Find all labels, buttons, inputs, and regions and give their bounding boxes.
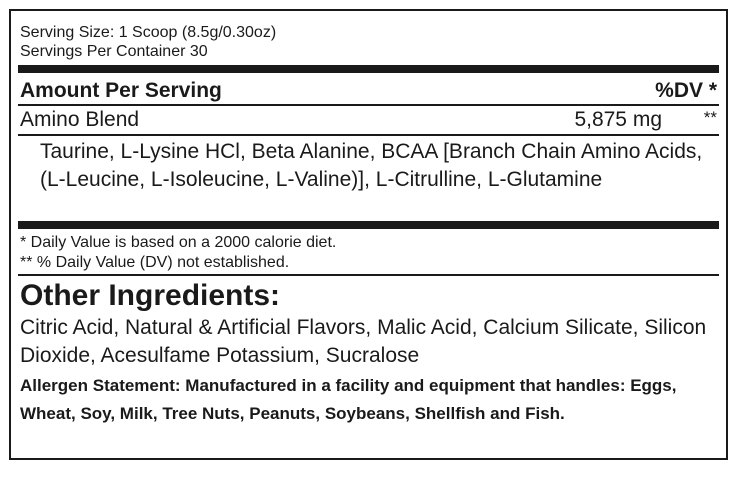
other-ingredients-text: Citric Acid, Natural & Artificial Flavors, Malic Acid, Calcium Silicate, Silicon Dioxide, Acesulfame Potassium, Sucralose (20, 316, 707, 367)
footnote-divider (18, 274, 719, 276)
blend-divider (18, 134, 719, 136)
amino-blend-name: Amino Blend (20, 108, 140, 131)
footnotes (20, 233, 336, 273)
amino-blend-amount: 5,875 mg (574, 108, 662, 131)
top-thick-divider (18, 65, 719, 73)
amino-blend-dv: ** (703, 108, 717, 127)
amount-per-serving-label: Amount Per Serving (20, 79, 222, 102)
servings-per-container: Servings Per Container 30 (20, 43, 208, 60)
footnote-not-established: ** % Daily Value (DV) not established. (20, 254, 290, 271)
header-divider (18, 104, 719, 106)
allergen-statement: Allergen Statement: Manufactured in a facility and equipment that handles: Eggs, Wheat, Soy, Milk, Tree Nuts, Peanuts, Soybeans, Shellfish and Fish. (20, 376, 677, 423)
serving-info (20, 23, 276, 61)
other-ingredients-heading: Other Ingredients: (20, 279, 281, 312)
supplement-facts-panel (9, 9, 728, 460)
amount-header-row (20, 78, 717, 103)
serving-size: Serving Size: 1 Scoop (8.5g/0.30oz) (20, 24, 277, 41)
amino-blend-ingredients: Taurine, L-Lysine HCl, Beta Alanine, BCAA [Branch Chain Amino Acids, (L-Leucine, L-Isoleucine, L-Valine)], L-Citrulline, L-Glutamine (40, 140, 703, 191)
footnote-daily-value: * Daily Value is based on a 2000 calorie diet. (20, 234, 337, 251)
dv-label: %DV * (655, 79, 717, 102)
bottom-thick-divider (18, 221, 719, 229)
amino-blend-row (20, 108, 717, 132)
